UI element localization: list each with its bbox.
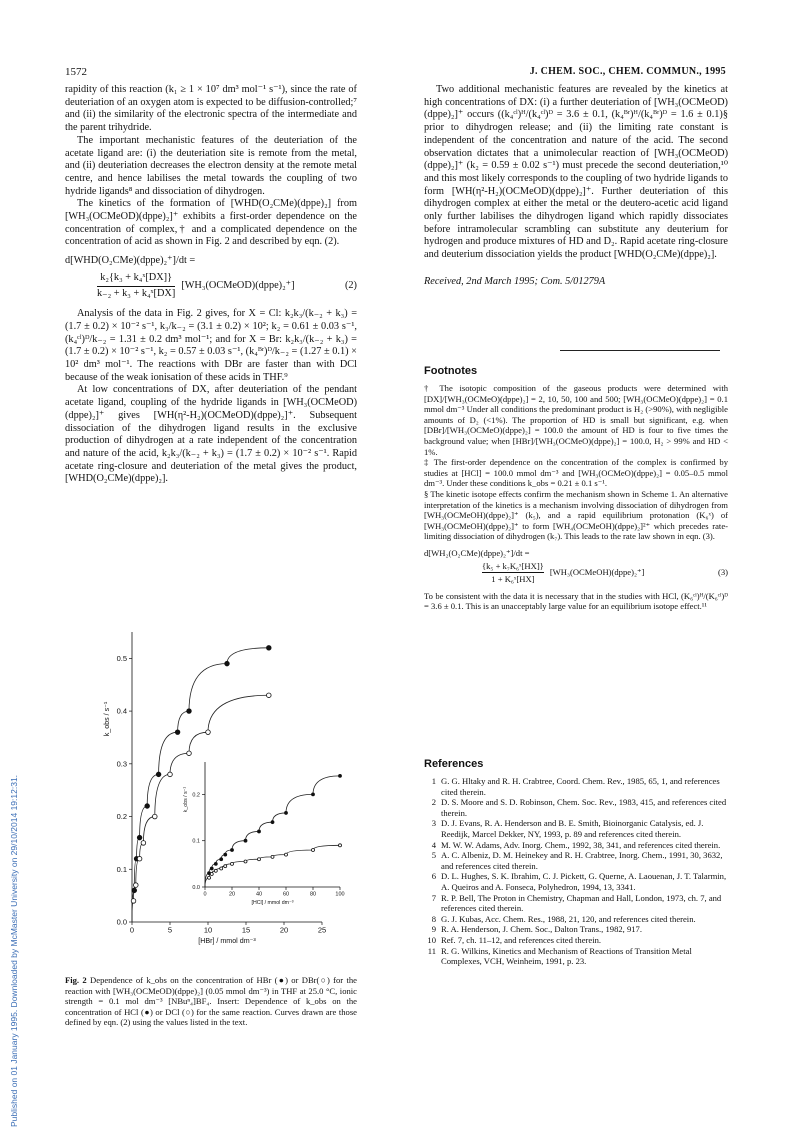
download-watermark: Published on 01 January 1995. Downloaded by McMaster University on 29/10/2014 19:12:31.	[9, 774, 19, 1127]
filled-data-point	[187, 709, 192, 714]
x-tick-label: 40	[255, 891, 263, 898]
reference-text: G. G. Hltaky and R. H. Crabtree, Coord. Chem. Rev., 1985, 65, 1, and references cited therein.	[441, 776, 720, 797]
figure-2	[60, 612, 360, 972]
figure-label: Fig. 2	[65, 975, 87, 985]
open-data-point	[210, 873, 213, 876]
open-data-point	[187, 751, 192, 756]
open-data-point	[224, 865, 227, 868]
open-data-point	[339, 844, 342, 847]
x-tick-label: 80	[309, 891, 317, 898]
reference-item	[424, 797, 728, 818]
reference-text: A. C. Albeniz, D. M. Heinekey and R. H. Crabtree, Inorg. Chem., 1991, 30, 3632, and references cited therein.	[441, 850, 723, 871]
reference-text: R. P. Bell, The Proton in Chemistry, Chapman and Hall, London, 1973, ch. 7, and references cited therein.	[441, 892, 722, 914]
filled-data-point	[285, 811, 288, 814]
y-tick-label: 0.1	[192, 838, 200, 845]
equation-fraction	[97, 272, 175, 300]
reference-text: R. A. Henderson, J. Chem. Soc., Dalton Trans., 1982, 917.	[441, 924, 642, 935]
filled-data-point	[220, 858, 223, 861]
reference-item	[424, 840, 728, 851]
x-axis-label: [HCl] / mmol dm⁻³	[251, 900, 294, 906]
paragraph: Two additional mechanistic features are revealed by the kinetics at high concentrations of DX: (i) a further deuteriation of [WH₃(OCMeOD)(dppe)₂]⁺ occurs ((k₄ᶜˡ)ᴴ/(k₄ᶜˡ)ᴰ = 3.6 ± 0.1, (k₄ᴮʳ)ᴴ/(k₄ᴮʳ)ᴰ = 1.6 ± 0.1)§ prior to dihydrogen release; and (ii) the limiting rate constant is independent of the concentration and nature of the acid. The second observation dictates that a unimolecular reaction of [WH₃(OCMeOD)(dppe)₂]⁺ (k₂ = 0.59 ± 0.02 s⁻¹) must precede the second deuteriation,¹⁰ and this most likely corresponds to the coupling of two hydride ligands to form [WH(η²-H₂)(OCMeOD)(dppe)₂]⁺. Further deuteriation of this dihydrogen complex at either the metal or the deutero-acetic acid ligand only further labilises the dihydrogen ligand which rapidly dissociates before intramolecular scrambling can substitute any deuterium for hydrogen and produce mixtures of HD and D₂. Rapid acetate ring-closure and deuterium dissociation yields the product [WHD(O₂CMe)(dppe)₂].	[424, 84, 728, 261]
x-tick-label: 20	[228, 891, 236, 898]
open-data-point	[285, 853, 288, 856]
references-section	[424, 758, 728, 967]
filled-data-point	[175, 730, 180, 735]
page-number: 1572	[65, 66, 87, 78]
references-heading: References	[424, 758, 484, 770]
paragraph: rapidity of this reaction (k₁ ≥ 1 × 10⁷ dm³ mol⁻¹ s⁻¹), since the rate of deuteriation of an oxygen atom is expected to be diffusion-controlled;⁷ and (ii) the similarity of the electronic spectra of the intermediate and the parent trihydride.	[65, 84, 357, 134]
filled-data-point	[339, 774, 342, 777]
received-line: Received, 2nd March 1995; Com. 5/01279A	[424, 275, 606, 287]
open-data-point	[244, 860, 247, 863]
open-data-point	[258, 858, 261, 861]
equation-rhs: [WH₃(OCMeOH)(dppe)₂⁺]	[549, 567, 645, 578]
reference-number: 11	[427, 945, 436, 956]
filled-data-point	[244, 839, 247, 842]
reference-text: G. J. Kubas, Acc. Chem. Res., 1988, 21, 120, and references cited therein.	[441, 913, 696, 924]
footnotes-section	[424, 365, 728, 612]
equation-numerator: {k₅ + k₇K₆ˣ[HX]}	[482, 560, 544, 571]
series-curve	[132, 648, 269, 922]
open-data-point	[206, 730, 211, 735]
reference-item	[424, 893, 728, 914]
filled-data-point	[224, 853, 227, 856]
reference-item	[424, 924, 728, 935]
footnote: To be consistent with the data it is necessary that in the studies with HCl, (K₆ᶜˡ)ᴴ/(K₆ᶜˡ)ᴰ = 3.6 ± 0.1. This is an unacceptably large value for an equilibrium isotope effect.¹¹	[424, 590, 728, 612]
open-data-point	[208, 876, 211, 879]
y-tick-label: 0.3	[116, 759, 127, 769]
open-data-point	[131, 899, 136, 904]
y-tick-label: 0.5	[116, 653, 127, 663]
divider	[560, 350, 720, 351]
reference-item	[424, 914, 728, 925]
reference-number: 6	[431, 871, 436, 882]
series-curve	[205, 776, 340, 887]
footnotes-heading: Footnotes	[424, 365, 478, 377]
reference-text: D. L. Hughes, S. K. Ibrahim, C. J. Pickett, G. Querne, A. Laouenan, J. T. Talarmin, A. Queiros and A. Fonseca, Polyhedron, 1994, 13, 3341.	[441, 871, 727, 892]
reference-text: Ref. 7, ch. 11–12, and references cited therein.	[441, 934, 602, 945]
reference-number: 8	[431, 913, 436, 924]
y-tick-label: 0.2	[116, 812, 127, 822]
reference-number: 5	[431, 850, 436, 861]
reference-item	[424, 776, 728, 797]
filled-data-point	[267, 646, 272, 651]
equation-number: (2)	[344, 279, 357, 291]
y-tick-label: 0.0	[116, 917, 127, 927]
y-tick-label: 0.1	[116, 864, 127, 874]
series-curve	[132, 695, 269, 922]
x-tick-label: 20	[279, 925, 289, 935]
open-data-point	[214, 869, 217, 872]
reference-text: R. G. Wilkins, Kinetics and Mechanism of Reactions of Transition Metal Complexes, VCH, Weinheim, 1991, p. 23.	[441, 945, 692, 967]
open-data-point	[231, 862, 234, 865]
equation-2	[65, 255, 357, 300]
x-tick-label: 0	[129, 925, 135, 935]
reference-number: 10	[427, 934, 436, 945]
x-tick-label: 60	[282, 891, 290, 898]
equation-rhs: [WH₃(OCMeOD)(dppe)₂⁺]	[181, 279, 295, 291]
equation-denominator: k₋₂ + k₃ + k₄ˣ[DX]	[97, 287, 176, 299]
filled-data-point	[137, 835, 142, 840]
filled-data-point	[145, 804, 150, 809]
open-data-point	[141, 841, 146, 846]
equation-lhs: d[WH₂(O₂CMe)(dppe)₂⁺]/dt =	[424, 547, 530, 558]
left-column	[65, 84, 357, 486]
footnote: § The kinetic isotope effects confirm the mechanism shown in Scheme 1. An alternative interpretation of the kinetics is a mechanism involving dissociation of dihydrogen from [WH₃(OCMeOH)(dppe)₂]⁺ (k₅), and a rapid equilibrium protonation (K₆ˣ) of [WH₃(OCMeOH)(dppe)₂]⁺ to form [WH₄(OCMeOH)(dppe)₂]²⁺ which precedes rate-limiting dissociation of dihydrogen (k₇). This leads to the rate law shown in eqn. (3).	[424, 488, 728, 542]
x-tick-label: 10	[203, 925, 213, 935]
equation-numerator: k₂{k₃ + k₄ˣ[DX]}	[100, 271, 173, 283]
open-data-point	[153, 814, 158, 819]
journal-header: J. CHEM. SOC., CHEM. COMMUN., 1995	[529, 66, 726, 77]
reference-number: 3	[431, 818, 436, 829]
filled-data-point	[258, 830, 261, 833]
paragraph: At low concentrations of DX, after deuteriation of the pendant acetate ligand, coupling of the hydride ligands in [WH₃(OCMeOD)(dppe)₂]⁺ gives [WH(η²-H₂)(OCMeOD)(dppe)₂]⁺. Subsequent dissociation of the dihydrogen ligand results in the exclusive production of dihydrogen at a rate independent of the concentration and nature of the acid, k₂k₃/(k₋₂ + k₃) = (1.7 ± 0.2) × 10⁻² s⁻¹. Rapid acetate ring-closure and deuteriation of the metal gives the product, [WHD(O₂CMe)(dppe)₂].	[65, 384, 357, 485]
right-column	[424, 84, 728, 289]
figure-caption	[65, 975, 357, 1028]
y-tick-label: 0.4	[116, 706, 127, 716]
reference-number: 9	[431, 924, 436, 935]
filled-data-point	[231, 848, 234, 851]
paragraph: The kinetics of the formation of [WHD(O₂CMe)(dppe)₂] from [WH₃(OCMeOD)(dppe)₂]⁺ exhibits a first-order dependence on the concentration of complex,† and a complicated dependence on the concentration of acid as shown in Fig. 2 and described by eqn. (2).	[65, 198, 357, 248]
paragraph: Analysis of the data in Fig. 2 gives, for X = Cl: k₂k₃/(k₋₂ + k₃) = (1.7 ± 0.2) × 10⁻² s⁻¹, k₃/k₋₂ = (3.1 ± 0.2) × 10²; k₂ = 0.61 ± 0.03 s⁻¹, (k₄ᶜˡ)ᴰ/k₋₂ = 1.31 ± 0.2 dm³ mol⁻¹; and for X = Br: k₂k₃/(k₋₂ + k₃) = (1.7 ± 0.2) × 10⁻² s⁻¹, k₂ = 0.57 ± 0.03 s⁻¹, (k₄ᴮʳ)ᴰ/k₋₂ = (1.27 ± 0.1) × 10² dm³ mol⁻¹. The reactions with DBr are faster than with DCl because of the weak ionisation of these acids in THF.⁹	[65, 308, 357, 383]
equation-3	[424, 548, 728, 585]
caption-text: Dependence of k_obs on the concentration of HBr (●) or DBr(○) for the reaction with [WH₃(OCMeOD)(dppe)₂] (0.05 mmol dm⁻³) in THF at 25.0 °C, ionic strength = 0.1 mol dm⁻³ [NBuⁿ₄]BF₄. Insert: Dependence of k_obs on the concentration of HCl (●) or DCl (○) for the same reaction. Curves drawn are those defined by eqn. (2) using the values listed in the text.	[65, 975, 357, 1028]
filled-data-point	[214, 862, 217, 865]
reference-text: M. W. W. Adams, Adv. Inorg. Chem., 1992, 38, 341, and references cited therein.	[441, 839, 721, 850]
equation-number: (3)	[717, 567, 728, 578]
filled-data-point	[312, 793, 315, 796]
reference-number: 4	[431, 839, 436, 850]
paragraph: The important mechanistic features of the deuteriation of the acetate ligand are: (i) the deuteriation site is remote from the metal, and (ii) deuteriation decreases the electron density at the remote metal centre, and hence labilises the metal towards the coupling of two hydride ligands⁸ and dissociation of dihydrogen.	[65, 134, 357, 197]
reference-item	[424, 871, 728, 892]
reference-number: 7	[431, 892, 436, 903]
x-tick-label: 5	[167, 925, 173, 935]
equation-fraction	[482, 561, 544, 585]
reference-item	[424, 818, 728, 839]
open-data-point	[137, 856, 142, 861]
filled-data-point	[156, 772, 161, 777]
reference-item	[424, 935, 728, 946]
filled-data-point	[271, 821, 274, 824]
x-axis-label: [HBr] / mmol dm⁻³	[198, 937, 256, 945]
open-data-point	[312, 848, 315, 851]
equation-denominator: 1 + K₆ˣ[HX]	[491, 574, 535, 585]
y-tick-label: 0.2	[192, 792, 200, 799]
y-axis-label: k_obs / s⁻¹	[182, 786, 189, 813]
x-tick-label: 0	[203, 891, 207, 898]
open-data-point	[168, 772, 173, 777]
y-axis-label: k_obs / s⁻¹	[103, 701, 111, 737]
reference-number: 1	[431, 776, 436, 786]
inset-plot	[183, 762, 345, 906]
reference-item	[424, 850, 728, 871]
reference-number: 2	[431, 797, 436, 808]
reference-text: D. J. Evans, R. A. Henderson and B. E. Smith, Bioinorganic Catalysis, ed. J. Reedijk, Marcel Dekker, NY, 1993, p. 89 and references cited therein.	[441, 818, 704, 839]
open-data-point	[220, 867, 223, 870]
filled-data-point	[225, 661, 230, 666]
x-tick-label: 15	[241, 925, 251, 935]
open-data-point	[134, 883, 139, 888]
equation-lhs: d[WHD(O₂CMe)(dppe)₂⁺]/dt =	[65, 255, 196, 267]
x-tick-label: 100	[335, 891, 345, 898]
reference-text: D. S. Moore and S. D. Robinson, Chem. Soc. Rev., 1983, 415, and references cited therein.	[441, 797, 727, 818]
reference-item	[424, 946, 728, 967]
main-plot	[103, 632, 326, 945]
filled-data-point	[210, 867, 213, 870]
x-tick-label: 25	[317, 925, 327, 935]
open-data-point	[267, 693, 272, 698]
open-data-point	[271, 855, 274, 858]
footnote: ‡ The first-order dependence on the concentration of the complex is confirmed by studies at [HCl] = 100.0 mmol dm⁻³ and [WH₃(OCMeO)(dppe)₂] = 0.05–0.5 mmol dm⁻³. Under these conditions k_obs = 0.21 ± 0.1 s⁻¹.	[424, 457, 728, 489]
y-tick-label: 0.0	[192, 884, 200, 891]
reference-list	[424, 776, 728, 967]
footnote: † The isotopic composition of the gaseous products were determined with [DX]/[WH₃(OCMeO)(dppe)₂] = 2, 10, 50, 100 and 500; [WH₃(OCMeO)(dppe)₂] = 0.1 mmol dm⁻³ Under all conditions the predominant product is H₂ (>90%), with negligible amounts of D₂ (<1%). The proportion of HD is small but significant, e.g. when [DBr]/[WH₃(OCMeO)(dppe)₂] = 100.0 the amount of HD is four to five times the background value; when [HBr]/[WH₃(OCMeO)(dppe)₂] = 100.0, H₂ > 99% and HD < 1%.	[424, 383, 728, 457]
